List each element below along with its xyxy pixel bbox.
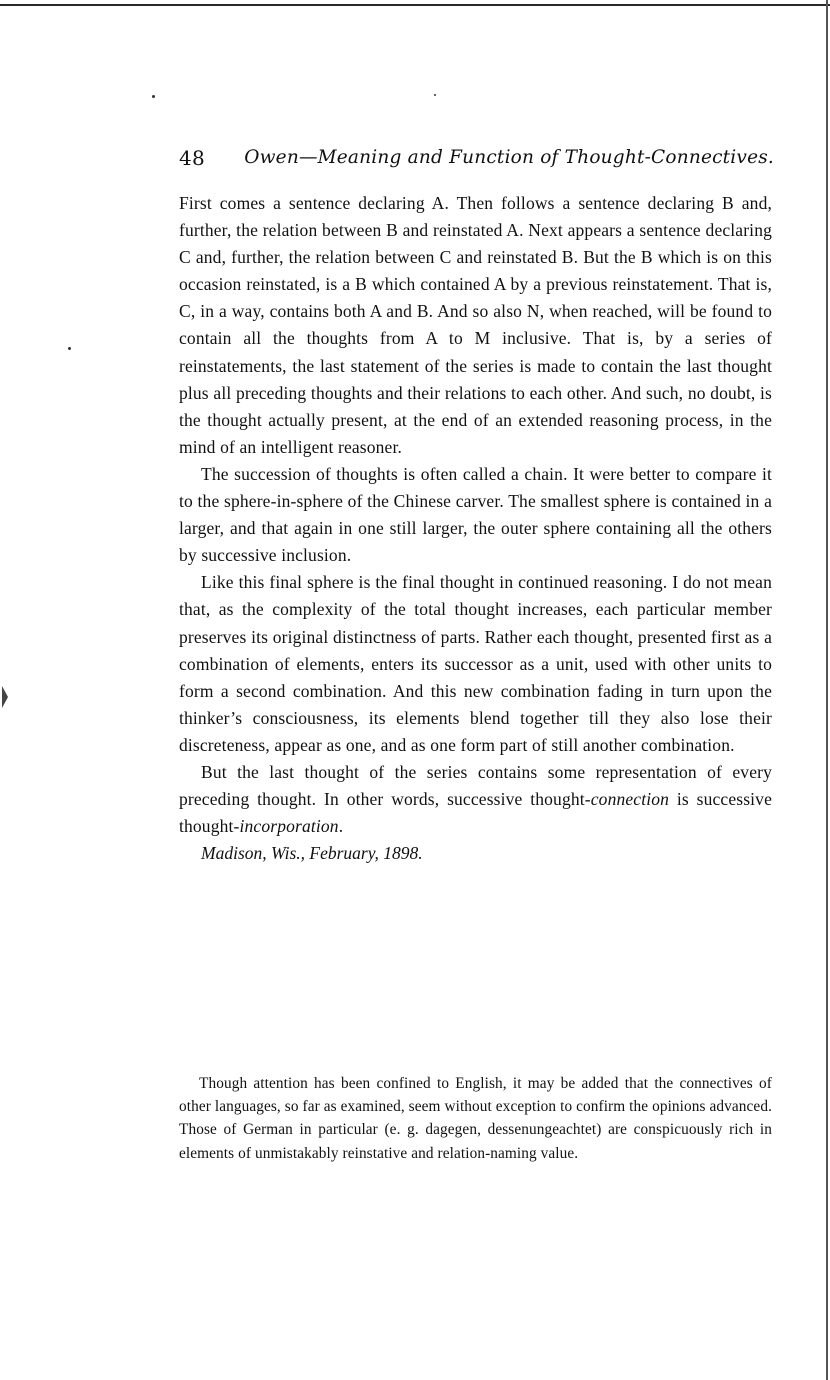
body-paragraph — [179, 759, 772, 840]
page-header — [179, 146, 774, 172]
binding-mark-icon — [2, 686, 8, 708]
italic-term: connection — [590, 789, 670, 810]
page-number: 48 — [179, 146, 206, 170]
paragraph-text: is successive thought- — [179, 789, 773, 837]
top-edge-rule — [0, 4, 830, 6]
right-edge-rule — [826, 0, 828, 1380]
footnote-text: Though attention has been confined to English, it may be added that the connectives of other languages, so far as examined, seem without exception to confirm the opinions advanced. Those of German in particular (e. g. dagegen, dessenungeachtet) are conspicuously rich in elements of unmistakably reinstative and relation-naming value. — [179, 1075, 772, 1162]
body-paragraph: The succession of thoughts is often called a chain. It were better to compare it to the sphere-in-sphere of the Chinese carver. The smallest sphere is contained in a larger, and that again in one still larger, the outer sphere containing all the others by successive inclusion. — [179, 463, 772, 566]
running-title: Owen—Meaning and Function of Thought-Connectives. — [244, 147, 774, 168]
paragraph-text: But the last thought of the series contains some representation of every preceding thought. In other words, successive thought- — [179, 761, 772, 810]
dateline: Madison, Wis., February, 1898. — [201, 843, 423, 864]
paragraph-text: . — [338, 816, 344, 837]
body-paragraph: Like this final sphere is the final thought in continued reasoning. I do not mean that, as the complexity of the total thought increases, each particular member preserves its original distinctness of parts. Rather each thought, presented first as a combination of elements, enters its successor as a unit, used with other units to form a second combination. And this new combination fading in turn upon the thinker’s consciousness, its elements blend together till they also lose their discreteness, appear as one, and as one form part of still another combination. — [179, 572, 772, 755]
article-body — [179, 190, 772, 867]
paper-speck — [434, 94, 436, 96]
footnote — [179, 1072, 772, 1165]
paper-speck — [68, 347, 71, 350]
italic-term: incorporation — [239, 816, 339, 837]
paper-speck — [152, 95, 155, 98]
body-paragraph: First comes a sentence declaring A. Then follows a sentence declaring B and, further, the relation between B and reinstated A. Next appears a sentence declaring C and, further, the relation between C and reinstated B. But the B which is on this occasion reinstated, is a B which contained A by a previous reinstatement. That is, C, in a way, contains both A and B. And so also N, when reached, will be found to contain all the thoughts from A to M inclusive. That is, by a series of reinstatements, the last statement of the series is made to contain the last thought plus all preceding thoughts and their relations to each other. And such, no doubt, is the thought actually present, at the end of an extended reasoning process, in the mind of an intelligent reasoner. — [179, 193, 772, 457]
